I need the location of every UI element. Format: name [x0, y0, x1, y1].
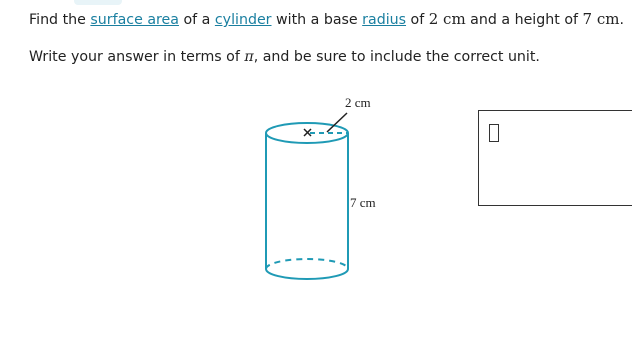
- answer-box[interactable]: [478, 110, 632, 206]
- question-text-6: .: [619, 12, 624, 28]
- question-text-3: with a base: [271, 12, 363, 28]
- pi-symbol: π: [244, 49, 254, 65]
- instructions-text-1: Write your answer in terms of: [29, 49, 245, 65]
- question-text-4: of: [406, 12, 429, 28]
- surface-area-link[interactable]: surface area: [90, 12, 179, 28]
- top-tab-highlight: [74, 0, 122, 5]
- height-label: 7 cm: [350, 195, 376, 210]
- radius-link[interactable]: radius: [362, 12, 407, 28]
- height-value: 7 cm: [582, 10, 620, 28]
- question-text-2: of a: [178, 12, 215, 28]
- instructions-text-2: , and be sure to include the correct unit.: [253, 49, 540, 65]
- instructions-text: [29, 47, 540, 67]
- question-text-5: and a height of: [465, 12, 583, 28]
- cylinder-figure: [250, 86, 400, 296]
- question-text-1: Find the: [29, 12, 91, 28]
- radius-label: 2 cm: [345, 95, 371, 110]
- cylinder-diagram: [250, 86, 400, 296]
- answer-input[interactable]: [489, 124, 499, 142]
- cylinder-bottom-back-arc: [266, 259, 348, 269]
- cylinder-link[interactable]: cylinder: [214, 12, 272, 28]
- radius-value: 2 cm: [428, 10, 466, 28]
- cylinder-bottom-front-arc: [266, 269, 348, 279]
- question-text: [29, 9, 624, 30]
